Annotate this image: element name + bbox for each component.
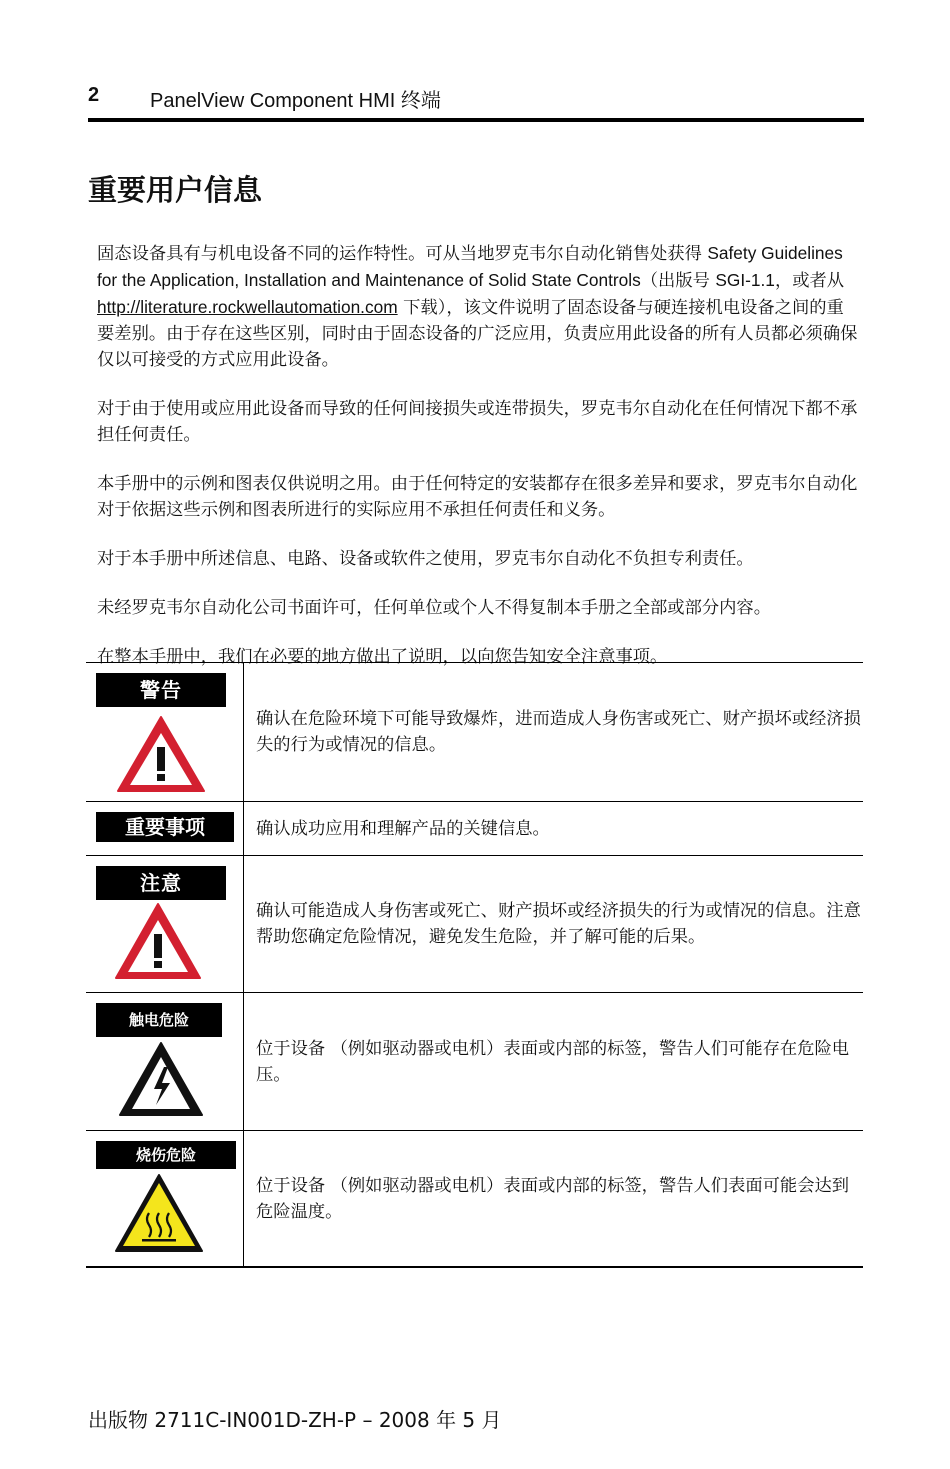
notice-row-shock-hazard (86, 993, 863, 1131)
section-title: 重要用户信息 (88, 173, 263, 207)
attention-triangle-icon (114, 902, 202, 980)
notice-row-important (86, 802, 863, 856)
paragraph-safety-notes: 在整本手册中，我们在必要的地方做出了说明，以向您告知安全注意事项。 (97, 647, 668, 667)
paragraph-patent: 对于本手册中所述信息、电路、设备或软件之使用，罗克韦尔自动化不负担专利责任。 (97, 549, 754, 569)
warning-triangle-icon (116, 715, 206, 793)
header-rule (88, 118, 864, 122)
paragraph-solid-state: 固态设备具有与机电设备不同的运作特性。可从当地罗克韦尔自动化销售处获得 Safety Guidelines for the Application, Installation and Maintenance of Solid State Controls（出版号 SGI-1.1，或者从 http://literature.rockwellautomation.com 下载），该文件说明了固态设备与硬连接机电设备之间的重要差别。由于存在这些区别，同时由于固态设备的广泛应用，负责应用此设备的所有人员都必须确保仅以可接受的方式应用此设备。 (97, 243, 858, 370)
page-header (88, 84, 864, 124)
paragraph-liability: 对于由于使用或应用此设备而导致的任何间接损失或连带损失，罗克韦尔自动化在任何情况下都不承担任何责任。 (97, 399, 858, 445)
important-description: 确认成功应用和理解产品的关键信息。 (256, 818, 550, 839)
warning-label: 警告 (96, 673, 226, 707)
shock-hazard-icon (118, 1041, 204, 1117)
burn-hazard-description: 位于设备 （例如驱动器或电机）表面或内部的标签，警告人们表面可能会达到危险温度。 (256, 1175, 850, 1222)
burn-hazard-label: 烧伤危险 (96, 1141, 236, 1169)
safety-notice-table (86, 662, 863, 1268)
notice-row-burn-hazard (86, 1131, 863, 1266)
attention-label: 注意 (96, 866, 226, 900)
body-text (97, 240, 859, 693)
attention-description: 确认可能造成人身伤害或死亡、财产损坏或经济损失的行为或情况的信息。注意帮助您确定危险情况，避免发生危险，并了解可能的后果。 (256, 901, 861, 947)
shock-hazard-description: 位于设备 （例如驱动器或电机）表面或内部的标签，警告人们可能存在危险电压。 (256, 1038, 850, 1085)
notice-row-attention (86, 856, 863, 993)
paragraph-examples: 本手册中的示例和图表仅供说明之用。由于任何特定的安装都存在很多差异和要求，罗克韦尔自动化对于依据这些示例和图表所进行的实际应用不承担任何责任和义务。 (97, 474, 858, 520)
burn-hazard-icon (114, 1173, 204, 1253)
document-title: PanelView Component HMI 终端 (150, 90, 441, 112)
paragraph-reproduction: 未经罗克韦尔自动化公司书面许可，任何单位或个人不得复制本手册之全部或部分内容。 (97, 598, 771, 618)
publication-footer: 出版物 2711C-IN001D-ZH-P – 2008 年 5 月 (88, 1408, 502, 1432)
important-label: 重要事项 (96, 812, 234, 842)
literature-link[interactable]: http://literature.rockwellautomation.com (97, 297, 398, 317)
notice-row-warning (86, 663, 863, 802)
shock-hazard-label: 触电危险 (96, 1003, 222, 1037)
warning-description: 确认在危险环境下可能导致爆炸，进而造成人身伤害或死亡、财产损坏或经济损失的行为或情况的信息。 (256, 709, 861, 755)
page-number: 2 (88, 84, 100, 106)
